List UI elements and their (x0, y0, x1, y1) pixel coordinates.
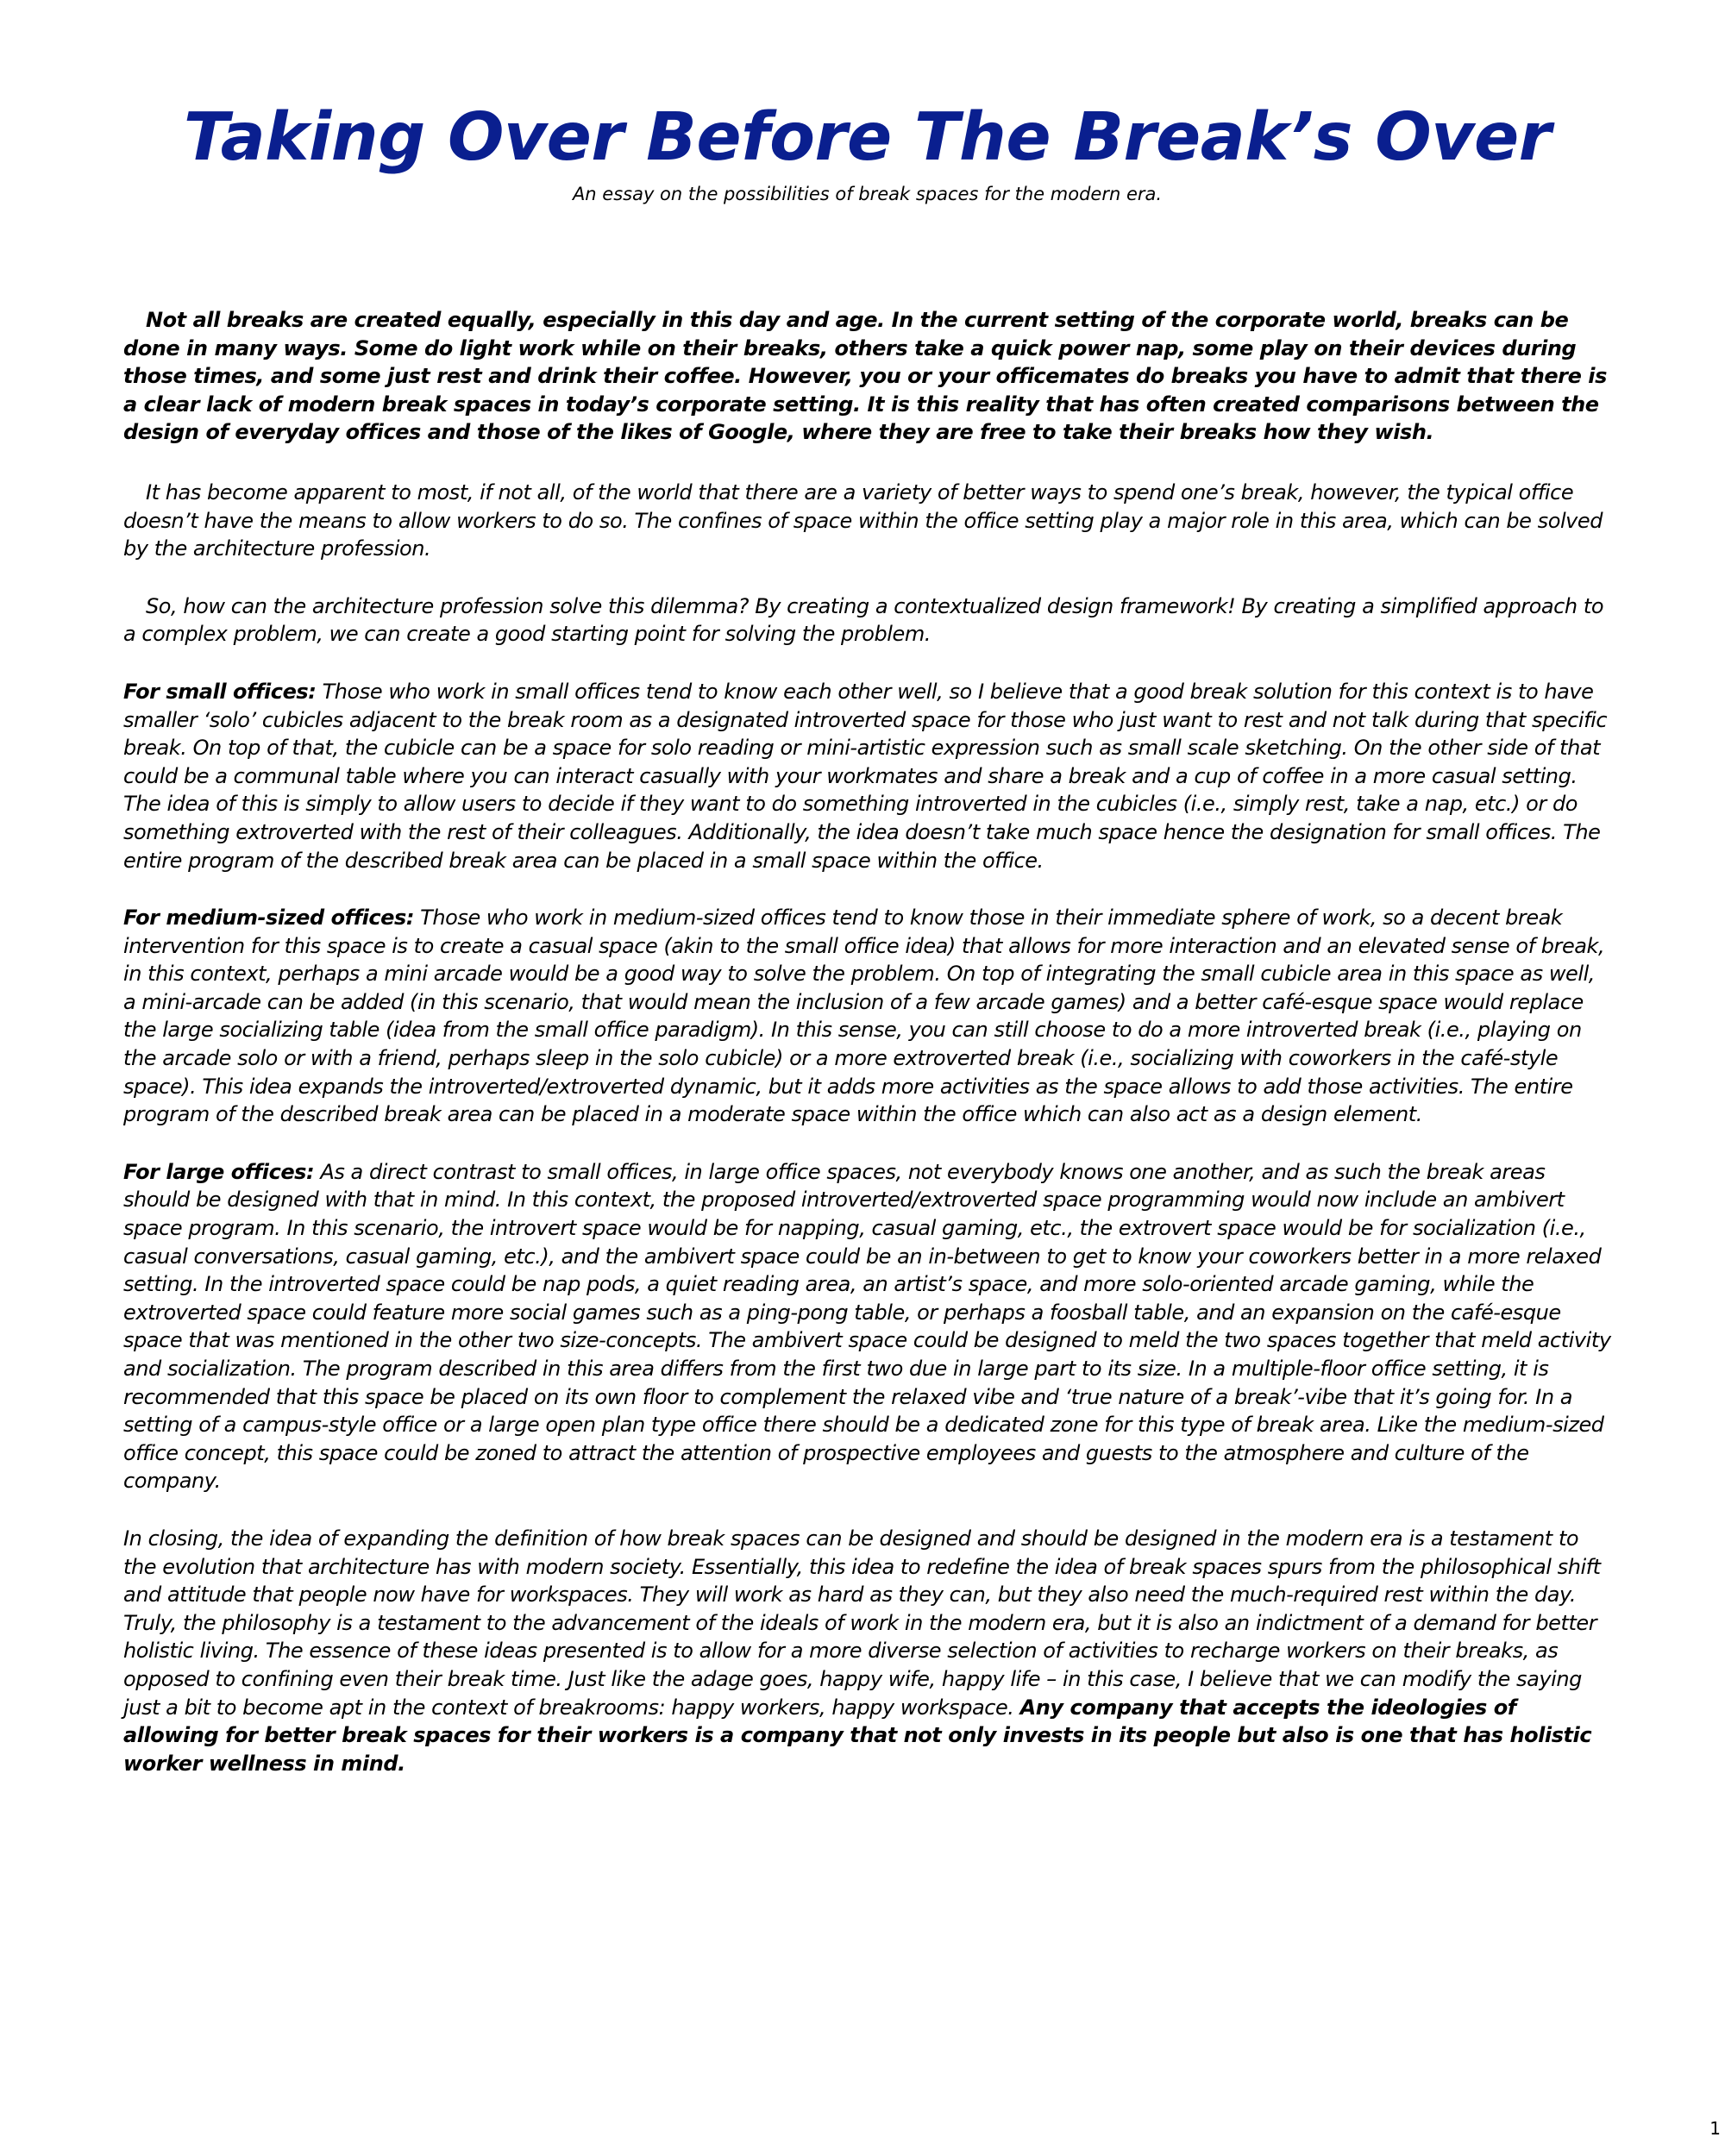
essay-page (123, 95, 1611, 1807)
large-offices-paragraph (123, 1158, 1611, 1495)
page-title: Taking Over Before The Break’s Over (183, 99, 1552, 176)
medium-offices-paragraph (123, 904, 1611, 1129)
small-offices-heading: For small offices: (123, 679, 317, 704)
closing-text: In closing, the idea of expanding the definition of how break spaces can be designed and should be designed in the modern era is a testament to the evolution that architecture has with modern society. Essentially, this idea to redefine the idea of break spaces spurs from the philosophical shift and attitude that people now have for workspaces. They will work as hard as they can, but they also need the much-required rest within the day. Truly, the philosophy is a testament to the advancement of the ideals of work in the modern era, but it is also an indictment of a demand for better holistic living. The essence of these ideas presented is to allow for a more diverse selection of activities to recharge workers on their breaks, as opposed to confining even their break time. Just like the adage goes, happy wife, happy life – in this case, I believe that we can modify the saying just a bit to become apt in the context of breakrooms: happy workers, happy workspace. (123, 1526, 1601, 1720)
closing-paragraph (123, 1525, 1611, 1777)
intro-paragraph: Not all breaks are created equally, especially in this day and age. In the current setting of the corporate world, breaks can be done in many ways. Some do light work while on their breaks, others take a quick power nap, some play on their devices during those times, and some just rest and drink their coffee. However, you or your officemates do breaks you have to admit that there is a clear lack of modern break spaces in today’s corporate setting. It is this reality that has often created comparisons between the design of everyday offices and those of the likes of Google, where they are free to take their breaks how they wish. (123, 308, 1607, 445)
page-number: 1 (1709, 2118, 1721, 2139)
essay-body (123, 306, 1611, 1777)
medium-offices-heading: For medium-sized offices: (123, 906, 414, 931)
apparent-paragraph: It has become apparent to most, if not all, of the world that there are a variety of better ways to spend one’s break, however, the typical office doesn’t have the means to allow workers to do so. The confines of space within the office setting play a major role in this area, which can be solved by the architecture profession. (123, 479, 1603, 561)
page-subtitle: An essay on the possibilities of break spaces for the modern era. (572, 184, 1163, 204)
large-offices-text: As a direct contrast to small offices, in large office spaces, not everybody knows one another, and as such the break areas should be designed with that in mind. In this context, the proposed introverted/extroverted space programming would now include an ambivert space program. In this scenario, the introvert space would be for napping, casual gaming, etc., the extrovert space would be for socialization (i.e., casual conversations, casual gaming, etc.), and the ambivert space could be an in-between to get to know your coworkers better in a more relaxed setting. In the introverted space could be nap pods, a quiet reading area, an artist’s space, and more solo-oriented arcade gaming, while the extroverted space could feature more social games such as a ping-pong table, or perhaps a foosball table, and an expansion on the café-esque space that was mentioned in the other two size-concepts. The ambivert space could be designed to meld the two spaces together that meld activity and socialization. The program described in this area differs from the first two due in large part to its size. In a multiple-floor office setting, it is recommended that this space be placed on its own floor to complement the relaxed vibe and ‘true nature of a break’-vibe that it’s going for. In a setting of a campus-style office or a large open plan type office there should be a dedicated zone for this type of break area. Like the medium-sized office concept, this space could be zoned to attract the attention of prospective employees and guests to the atmosphere and culture of the company. (123, 1159, 1611, 1494)
framework-paragraph: So, how can the architecture profession solve this dilemma? By creating a contextualized design framework! By creating a simplified approach to a complex problem, we can create a good starting point for solving the problem. (123, 593, 1604, 647)
small-offices-text: Those who work in small offices tend to know each other well, so I believe that a good break solution for this context is to have smaller ‘solo’ cubicles adjacent to the break room as a designated introverted space for those who just want to rest and not talk during that specific break. On top of that, the cubicle can be a space for solo reading or mini-artistic expression such as small scale sketching. On the other side of that could be a communal table where you can interact casually with your workmates and share a break and a cup of coffee in a more casual setting. The idea of this is simply to allow users to decide if they want to do something introverted in the cubicles (i.e., simply rest, take a nap, etc.) or do something extroverted with the rest of their colleagues. Additionally, the idea doesn’t take much space hence the designation for small offices. The entire program of the described break area can be placed in a small space within the office. (123, 679, 1608, 873)
closing-bold-text: Any company that accepts the ideologies of allowing for better break spaces for their workers is a company that not only invests in its people but also is one that has holistic worker wellness in mind. (123, 1695, 1592, 1776)
large-offices-heading: For large offices: (123, 1159, 315, 1184)
medium-offices-text: Those who work in medium-sized offices tend to know those in their immediate sphere of work, so a decent break intervention for this space is to create a casual space (akin to the small office idea) that allows for more interaction and an elevated sense of break, in this context, perhaps a mini arcade would be a good way to solve the problem. On top of integrating the small cubicle area in this space as well, a mini-arcade can be added (in this scenario, that would mean the inclusion of a few arcade games) and a better café-esque space would replace the large socializing table (idea from the small office paradigm). In this sense, you can still choose to do a more introverted break (i.e., playing on the arcade solo or with a friend, perhaps sleep in the solo cubicle) or a more extroverted break (i.e., socializing with coworkers in the café-style space). This idea expands the introverted/extroverted dynamic, but it adds more activities as the space allows to add those activities. The entire program of the described break area can be placed in a moderate space within the office which can also act as a design element. (123, 906, 1605, 1127)
small-offices-paragraph (123, 678, 1611, 874)
